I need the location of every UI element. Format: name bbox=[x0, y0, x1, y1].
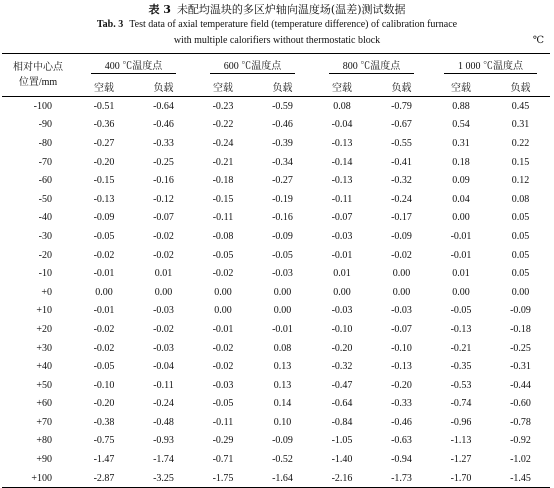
position-cell: -30 bbox=[38, 230, 52, 242]
value-cell: -0.59 bbox=[272, 100, 293, 112]
table-caption-english-line1 bbox=[0, 19, 554, 31]
value-cell: 0.12 bbox=[511, 175, 530, 187]
value-cell: -0.21 bbox=[212, 156, 234, 168]
value-cell: -0.33 bbox=[153, 137, 174, 149]
position-cell: -70 bbox=[38, 156, 52, 168]
value-cell: -0.03 bbox=[391, 305, 412, 317]
group-header-1000: 1 000 ℃温度点 bbox=[431, 54, 550, 77]
value-cell: -0.03 bbox=[153, 342, 174, 354]
value-cell: -0.10 bbox=[391, 342, 412, 354]
position-cell: -10 bbox=[38, 268, 52, 280]
value-cell: 0.00 bbox=[273, 286, 292, 298]
value-cell: 0.00 bbox=[214, 286, 232, 298]
value-cell: -0.10 bbox=[93, 379, 115, 391]
table-row bbox=[2, 450, 550, 469]
value-cell: -0.13 bbox=[331, 175, 353, 187]
value-cell: -0.20 bbox=[93, 398, 115, 410]
value-cell: 0.08 bbox=[273, 342, 292, 354]
value-cell: -0.11 bbox=[212, 212, 234, 224]
value-cell: 0.31 bbox=[452, 137, 470, 149]
value-cell: -0.09 bbox=[93, 212, 115, 224]
table-row bbox=[2, 432, 550, 451]
value-cell: -0.15 bbox=[93, 175, 115, 187]
value-cell: -1.05 bbox=[331, 435, 353, 447]
value-cell: -1.27 bbox=[450, 454, 472, 466]
table-row bbox=[2, 227, 550, 246]
value-cell: -0.05 bbox=[93, 230, 115, 242]
value-cell: -0.46 bbox=[391, 416, 412, 428]
value-cell: -0.01 bbox=[93, 305, 115, 317]
value-cell: -0.15 bbox=[212, 193, 234, 205]
value-cell: 0.13 bbox=[273, 379, 292, 391]
value-cell: -0.51 bbox=[93, 100, 115, 112]
subheader-no-load: 空载 bbox=[213, 82, 233, 94]
value-cell: -0.02 bbox=[212, 342, 234, 354]
table-row bbox=[2, 209, 550, 228]
value-cell: -0.02 bbox=[212, 361, 234, 373]
table-row bbox=[2, 97, 550, 116]
value-cell: -0.21 bbox=[450, 342, 472, 354]
position-cell: -80 bbox=[38, 137, 52, 149]
value-cell: 0.14 bbox=[273, 398, 292, 410]
value-cell: -0.18 bbox=[212, 175, 234, 187]
value-cell: 0.00 bbox=[95, 286, 113, 298]
position-cell: +100 bbox=[31, 472, 52, 484]
table-row bbox=[2, 283, 550, 302]
position-cell: +90 bbox=[36, 454, 52, 466]
value-cell: 0.00 bbox=[154, 286, 173, 298]
value-cell: -0.63 bbox=[391, 435, 412, 447]
value-cell: -0.33 bbox=[391, 398, 412, 410]
value-cell: -0.32 bbox=[331, 361, 353, 373]
value-cell: -0.11 bbox=[331, 193, 353, 205]
value-cell: -0.13 bbox=[331, 137, 353, 149]
position-header-line2: 位置/mm bbox=[18, 77, 58, 88]
value-cell: -0.14 bbox=[331, 156, 353, 168]
value-cell: -3.25 bbox=[153, 472, 174, 484]
table-row bbox=[2, 116, 550, 135]
value-cell: -0.05 bbox=[450, 305, 472, 317]
table-title-en-1: Test data of axial temperature field (temperature difference) of calibration furnace bbox=[129, 19, 458, 30]
subheader-load: 负载 bbox=[272, 82, 293, 94]
position-cell: -20 bbox=[38, 249, 52, 261]
value-cell: -0.20 bbox=[331, 342, 353, 354]
value-cell: -0.79 bbox=[391, 100, 412, 112]
value-cell: -0.78 bbox=[510, 416, 531, 428]
value-cell: -2.87 bbox=[93, 472, 115, 484]
value-cell: -0.05 bbox=[212, 398, 234, 410]
value-cell: -0.29 bbox=[212, 435, 234, 447]
table-title-cn: 未配均温块的多区炉轴向温度场(温差)测试数据 bbox=[176, 3, 406, 16]
value-cell: -0.94 bbox=[391, 454, 412, 466]
table-row bbox=[2, 171, 550, 190]
value-cell: -0.01 bbox=[212, 323, 234, 335]
position-cell: +30 bbox=[36, 342, 52, 354]
value-cell: 0.01 bbox=[154, 268, 173, 280]
value-cell: 0.01 bbox=[452, 268, 470, 280]
table-body bbox=[2, 97, 550, 488]
value-cell: -1.73 bbox=[391, 472, 412, 484]
group-header-600: 600 ℃温度点 bbox=[193, 54, 312, 77]
value-cell: -0.03 bbox=[153, 305, 174, 317]
value-cell: -0.04 bbox=[331, 119, 353, 131]
value-cell: -0.34 bbox=[272, 156, 293, 168]
value-cell: 0.09 bbox=[452, 175, 470, 187]
position-cell: +40 bbox=[36, 361, 52, 373]
position-cell: +60 bbox=[36, 398, 52, 410]
value-cell: -0.36 bbox=[93, 119, 115, 131]
value-cell: -0.05 bbox=[212, 249, 234, 261]
value-cell: -0.93 bbox=[153, 435, 174, 447]
table-row bbox=[2, 339, 550, 358]
value-cell: -0.25 bbox=[153, 156, 174, 168]
value-cell: -0.20 bbox=[391, 379, 412, 391]
value-cell: 0.00 bbox=[273, 305, 292, 317]
table-unit: ℃ bbox=[532, 35, 544, 46]
table-row bbox=[2, 413, 550, 432]
value-cell: 0.00 bbox=[392, 286, 411, 298]
value-cell: 0.00 bbox=[452, 212, 470, 224]
value-cell: 0.15 bbox=[511, 156, 530, 168]
value-cell: -0.02 bbox=[212, 268, 234, 280]
value-cell: -1.40 bbox=[331, 454, 353, 466]
value-cell: -0.53 bbox=[450, 379, 472, 391]
value-cell: -1.75 bbox=[212, 472, 234, 484]
value-cell: -0.18 bbox=[510, 323, 531, 335]
value-cell: -0.01 bbox=[331, 249, 353, 261]
value-cell: 0.00 bbox=[392, 268, 411, 280]
value-cell: -1.13 bbox=[450, 435, 472, 447]
value-cell: -0.25 bbox=[510, 342, 531, 354]
value-cell: 0.00 bbox=[511, 286, 530, 298]
value-cell: 0.13 bbox=[273, 361, 292, 373]
value-cell: -0.04 bbox=[153, 361, 174, 373]
value-cell: -1.74 bbox=[153, 454, 174, 466]
position-cell: +10 bbox=[36, 305, 52, 317]
table-caption-english-line2: with multiple calorifiers without thermostatic block bbox=[173, 35, 381, 46]
value-cell: -0.05 bbox=[272, 249, 293, 261]
value-cell: -0.13 bbox=[391, 361, 412, 373]
value-cell: -0.13 bbox=[450, 323, 472, 335]
value-cell: -0.16 bbox=[153, 175, 174, 187]
value-cell: -0.38 bbox=[93, 416, 115, 428]
subheader-load: 负载 bbox=[510, 82, 531, 94]
position-cell: +70 bbox=[36, 416, 52, 428]
value-cell: -0.27 bbox=[272, 175, 293, 187]
value-cell: -0.84 bbox=[331, 416, 353, 428]
value-cell: -0.16 bbox=[272, 212, 293, 224]
value-cell: 0.22 bbox=[511, 137, 530, 149]
value-cell: 0.08 bbox=[333, 100, 351, 112]
value-cell: -1.47 bbox=[93, 454, 115, 466]
value-cell: 0.10 bbox=[273, 416, 292, 428]
value-cell: -1.02 bbox=[510, 454, 531, 466]
value-cell: -0.55 bbox=[391, 137, 412, 149]
value-cell: -0.22 bbox=[212, 119, 234, 131]
value-cell: -0.03 bbox=[331, 305, 353, 317]
value-cell: -0.46 bbox=[153, 119, 174, 131]
value-cell: -1.70 bbox=[450, 472, 472, 484]
subheader-no-load: 空载 bbox=[332, 82, 352, 94]
subheader-load: 负载 bbox=[391, 82, 412, 94]
group-header-800: 800 ℃温度点 bbox=[312, 54, 431, 77]
position-cell: +20 bbox=[36, 323, 52, 335]
value-cell: -0.03 bbox=[212, 379, 234, 391]
value-cell: -0.02 bbox=[153, 230, 174, 242]
value-cell: 0.00 bbox=[214, 305, 232, 317]
value-cell: -0.35 bbox=[450, 361, 472, 373]
table-row bbox=[2, 134, 550, 153]
value-cell: -0.08 bbox=[212, 230, 234, 242]
position-cell: +50 bbox=[36, 379, 52, 391]
value-cell: 0.31 bbox=[511, 119, 530, 131]
value-cell: -0.24 bbox=[212, 137, 234, 149]
value-cell: -0.12 bbox=[153, 193, 174, 205]
value-cell: 0.08 bbox=[511, 193, 530, 205]
value-cell: -0.75 bbox=[93, 435, 115, 447]
value-cell: -0.07 bbox=[331, 212, 353, 224]
table-row bbox=[2, 395, 550, 414]
value-cell: -0.39 bbox=[272, 137, 293, 149]
value-cell: -0.10 bbox=[331, 323, 353, 335]
position-cell: -40 bbox=[38, 212, 52, 224]
value-cell: -0.09 bbox=[391, 230, 412, 242]
position-header-line1: 相对中心点 bbox=[13, 62, 63, 73]
value-cell: -0.02 bbox=[153, 249, 174, 261]
table-row bbox=[2, 190, 550, 209]
value-cell: -0.52 bbox=[272, 454, 293, 466]
table-label-en: Tab. 3 bbox=[96, 19, 124, 30]
value-cell: -0.02 bbox=[391, 249, 412, 261]
value-cell: -0.67 bbox=[391, 119, 412, 131]
value-cell: -0.71 bbox=[212, 454, 234, 466]
position-cell: -90 bbox=[38, 119, 52, 131]
value-cell: -1.45 bbox=[510, 472, 531, 484]
value-cell: -0.09 bbox=[272, 435, 293, 447]
value-cell: 0.88 bbox=[452, 100, 470, 112]
value-cell: -2.16 bbox=[331, 472, 353, 484]
value-cell: -0.03 bbox=[272, 268, 293, 280]
value-cell: -0.09 bbox=[272, 230, 293, 242]
value-cell: -0.64 bbox=[153, 100, 174, 112]
data-table bbox=[2, 53, 550, 488]
value-cell: -0.01 bbox=[93, 268, 115, 280]
value-cell: -0.19 bbox=[272, 193, 293, 205]
value-cell: -0.09 bbox=[510, 305, 531, 317]
value-cell: 0.05 bbox=[511, 212, 530, 224]
subheader-no-load: 空载 bbox=[94, 82, 114, 94]
value-cell: -0.31 bbox=[510, 361, 531, 373]
value-cell: -0.01 bbox=[450, 230, 472, 242]
position-cell: -100 bbox=[33, 100, 52, 112]
value-cell: -0.41 bbox=[391, 156, 412, 168]
value-cell: -0.02 bbox=[153, 323, 174, 335]
subheader-no-load: 空载 bbox=[451, 82, 471, 94]
value-cell: -0.02 bbox=[93, 342, 115, 354]
position-cell: -60 bbox=[38, 175, 52, 187]
table-row bbox=[2, 320, 550, 339]
value-cell: -0.74 bbox=[450, 398, 472, 410]
group-header-400: 400 ℃温度点 bbox=[74, 54, 193, 77]
value-cell: 0.00 bbox=[333, 286, 351, 298]
table-row bbox=[2, 357, 550, 376]
value-cell: -0.11 bbox=[212, 416, 234, 428]
value-cell: -0.96 bbox=[450, 416, 472, 428]
value-cell: 0.05 bbox=[511, 249, 530, 261]
value-cell: -0.32 bbox=[391, 175, 412, 187]
position-header bbox=[2, 54, 74, 97]
value-cell: -0.02 bbox=[93, 323, 115, 335]
value-cell: -0.24 bbox=[391, 193, 412, 205]
position-cell: +80 bbox=[36, 435, 52, 447]
value-cell: -0.64 bbox=[331, 398, 353, 410]
position-cell: -50 bbox=[38, 193, 52, 205]
value-cell: -0.48 bbox=[153, 416, 174, 428]
table-row bbox=[2, 376, 550, 395]
value-cell: -0.07 bbox=[153, 212, 174, 224]
value-cell: -0.01 bbox=[450, 249, 472, 261]
position-cell: +0 bbox=[41, 286, 52, 298]
value-cell: 0.54 bbox=[452, 119, 470, 131]
value-cell: -0.11 bbox=[153, 379, 174, 391]
value-cell: 0.04 bbox=[452, 193, 470, 205]
value-cell: -0.03 bbox=[331, 230, 353, 242]
value-cell: -0.46 bbox=[272, 119, 293, 131]
table-row bbox=[2, 264, 550, 283]
table-row bbox=[2, 246, 550, 265]
table-row bbox=[2, 302, 550, 321]
table-row bbox=[2, 153, 550, 172]
value-cell: 0.05 bbox=[511, 268, 530, 280]
value-cell: -0.27 bbox=[93, 137, 115, 149]
value-cell: -0.20 bbox=[93, 156, 115, 168]
value-cell: -0.01 bbox=[272, 323, 293, 335]
value-cell: 0.45 bbox=[511, 100, 530, 112]
value-cell: 0.00 bbox=[452, 286, 470, 298]
value-cell: -0.44 bbox=[510, 379, 531, 391]
value-cell: 0.05 bbox=[511, 230, 530, 242]
value-cell: -0.47 bbox=[331, 379, 353, 391]
table-caption-chinese bbox=[0, 3, 554, 16]
value-cell: -0.02 bbox=[93, 249, 115, 261]
value-cell: -0.17 bbox=[391, 212, 412, 224]
value-cell: -0.23 bbox=[212, 100, 234, 112]
value-cell: -0.05 bbox=[93, 361, 115, 373]
value-cell: -0.92 bbox=[510, 435, 531, 447]
table-row bbox=[2, 469, 550, 488]
value-cell: -0.24 bbox=[153, 398, 174, 410]
subheader-load: 负载 bbox=[153, 82, 174, 94]
value-cell: -0.60 bbox=[510, 398, 531, 410]
value-cell: 0.01 bbox=[333, 268, 351, 280]
value-cell: -1.64 bbox=[272, 472, 293, 484]
table-label-cn: 表 3 bbox=[148, 3, 171, 16]
value-cell: -0.07 bbox=[391, 323, 412, 335]
value-cell: 0.18 bbox=[452, 156, 470, 168]
value-cell: -0.13 bbox=[93, 193, 115, 205]
